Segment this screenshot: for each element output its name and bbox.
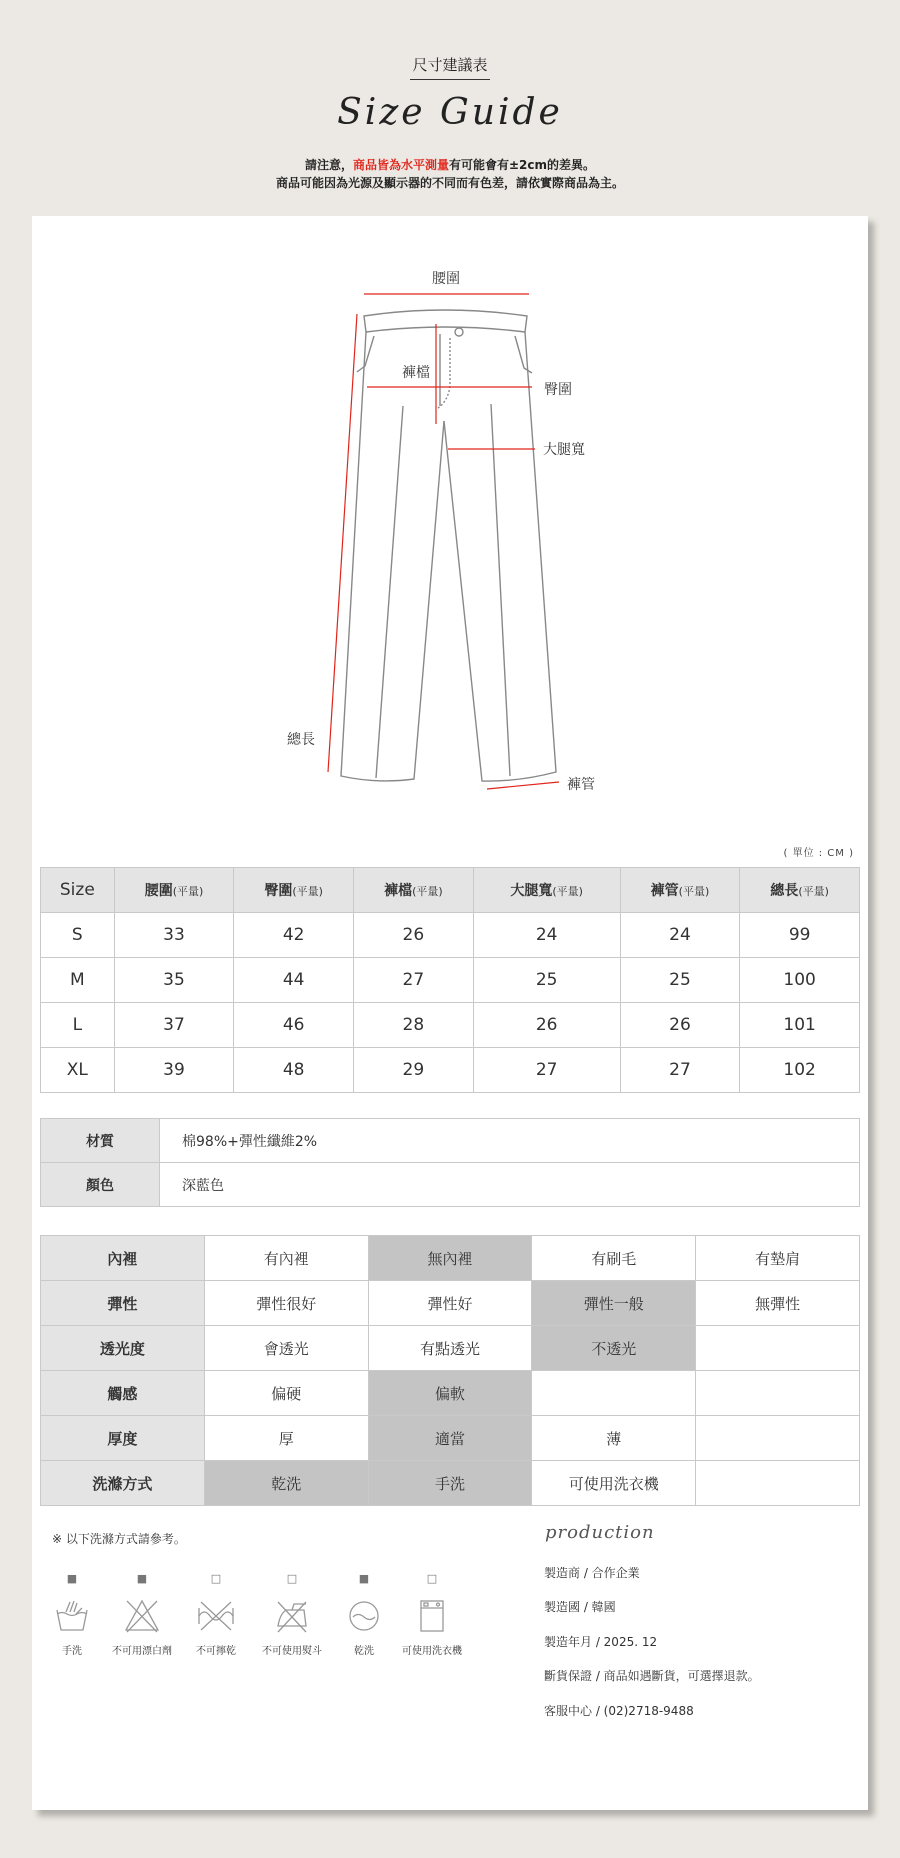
attribute-option: 彈性很好 xyxy=(204,1281,368,1326)
attribute-option: 偏硬 xyxy=(204,1371,368,1416)
attribute-option: 有墊肩 xyxy=(696,1236,860,1281)
attribute-row-texture xyxy=(41,1371,860,1416)
attribute-label: 厚度 xyxy=(41,1416,205,1461)
attribute-option-selected: 偏軟 xyxy=(368,1371,532,1416)
care-label: 不可用漂白劑 xyxy=(112,1646,172,1657)
table-cell: 26 xyxy=(473,1003,620,1048)
attribute-label: 觸感 xyxy=(41,1371,205,1416)
diagram-label-hip: 臀圍 xyxy=(544,382,572,398)
table-cell: 35 xyxy=(114,958,234,1003)
care-label: 不可使用熨斗 xyxy=(262,1646,322,1657)
table-cell: 39 xyxy=(114,1048,234,1093)
diagram-label-waist: 腰圍 xyxy=(432,271,460,287)
table-row xyxy=(41,1003,860,1048)
table-cell: 25 xyxy=(473,958,620,1003)
size-header-rise: 褲檔(平量) xyxy=(354,868,474,913)
table-cell: 24 xyxy=(473,913,620,958)
care-label: 乾洗 xyxy=(354,1646,374,1657)
attribute-label: 透光度 xyxy=(41,1326,205,1371)
care-mark: ■ xyxy=(358,1572,370,1585)
size-guide-card xyxy=(32,216,868,1810)
table-cell: 46 xyxy=(234,1003,354,1048)
attribute-option xyxy=(696,1371,860,1416)
attribute-option: 薄 xyxy=(532,1416,696,1461)
table-cell: 28 xyxy=(354,1003,474,1048)
attribute-option: 可使用洗衣機 xyxy=(532,1461,696,1506)
attribute-row-transparency xyxy=(41,1326,860,1371)
care-item-no-bleach xyxy=(102,1572,182,1657)
material-table xyxy=(40,1118,860,1207)
diagram-label-thigh: 大腿寬 xyxy=(543,442,585,458)
size-header-length: 總長(平量) xyxy=(740,868,860,913)
attribute-label: 洗滌方式 xyxy=(41,1461,205,1506)
color-value: 深藍色 xyxy=(160,1163,860,1207)
attribute-option xyxy=(696,1326,860,1371)
table-cell: 27 xyxy=(620,1048,740,1093)
size-header-size: Size xyxy=(41,868,115,913)
table-cell: 25 xyxy=(620,958,740,1003)
table-cell: XL xyxy=(41,1048,115,1093)
diagram-label-hem: 褲管 xyxy=(567,777,595,793)
table-cell: L xyxy=(41,1003,115,1048)
material-value: 棉98%+彈性纖維2% xyxy=(160,1119,860,1163)
table-cell: S xyxy=(41,913,115,958)
care-mark: ■ xyxy=(66,1572,78,1585)
table-cell: 44 xyxy=(234,958,354,1003)
production-stock-guarantee: 斷貨保證 / 商品如遇斷貨，可選擇退款。 xyxy=(544,1669,760,1683)
size-header-waist: 腰圍(平量) xyxy=(114,868,234,913)
diagram-label-rise: 褲檔 xyxy=(402,365,430,381)
attribute-option-selected: 無內裡 xyxy=(368,1236,532,1281)
material-row xyxy=(41,1119,860,1163)
size-table xyxy=(40,867,860,1093)
attribute-option xyxy=(532,1371,696,1416)
attribute-option: 無彈性 xyxy=(696,1281,860,1326)
no-iron-icon xyxy=(252,1596,332,1636)
diagram-label-length: 總長 xyxy=(287,732,315,748)
table-cell: 99 xyxy=(740,913,860,958)
table-row xyxy=(41,913,860,958)
production-date: 製造年月 / 2025. 12 xyxy=(544,1635,658,1649)
attribute-option-selected: 手洗 xyxy=(368,1461,532,1506)
table-cell: 27 xyxy=(473,1048,620,1093)
hand-wash-icon xyxy=(32,1596,112,1636)
attribute-row-washing xyxy=(41,1461,860,1506)
no-bleach-icon xyxy=(102,1596,182,1636)
table-cell: 48 xyxy=(234,1048,354,1093)
care-label: 手洗 xyxy=(62,1646,82,1657)
material-label: 材質 xyxy=(41,1119,160,1163)
table-cell: 26 xyxy=(354,913,474,958)
production-title: production xyxy=(545,1522,655,1543)
attribute-option xyxy=(696,1461,860,1506)
attribute-option-selected: 乾洗 xyxy=(204,1461,368,1506)
table-cell: 100 xyxy=(740,958,860,1003)
unit-label: ( 單位 : CM ) xyxy=(783,848,854,859)
washing-machine-icon xyxy=(392,1596,472,1636)
color-row xyxy=(41,1163,860,1207)
table-cell: 42 xyxy=(234,913,354,958)
care-label: 不可擰乾 xyxy=(196,1646,236,1657)
color-note: 商品可能因為光源及顯示器的不同而有色差，請依實際商品為主。 xyxy=(275,176,624,190)
attribute-option: 有點透光 xyxy=(368,1326,532,1371)
care-item-no-wring xyxy=(176,1572,256,1657)
attribute-label: 彈性 xyxy=(41,1281,205,1326)
pants-illustration xyxy=(32,216,868,816)
care-note: ※ 以下洗滌方式請參考。 xyxy=(52,1532,186,1546)
pants-diagram xyxy=(32,216,868,816)
table-cell: 101 xyxy=(740,1003,860,1048)
attribute-option-selected: 適當 xyxy=(368,1416,532,1461)
table-row xyxy=(41,1048,860,1093)
attribute-option: 厚 xyxy=(204,1416,368,1461)
care-mark: ■ xyxy=(136,1572,148,1585)
attribute-label: 內裡 xyxy=(41,1236,205,1281)
attribute-option-selected: 不透光 xyxy=(532,1326,696,1371)
attribute-option: 有刷毛 xyxy=(532,1236,696,1281)
page-title: Size Guide xyxy=(337,92,563,133)
production-country: 製造國 / 韓國 xyxy=(544,1600,616,1614)
size-header-hip: 臀圍(平量) xyxy=(234,868,354,913)
care-item-hand-wash xyxy=(32,1572,112,1657)
table-cell: 29 xyxy=(354,1048,474,1093)
size-table-header-row xyxy=(41,868,860,913)
attribute-option: 會透光 xyxy=(204,1326,368,1371)
attribute-row-lining xyxy=(41,1236,860,1281)
attribute-row-thickness xyxy=(41,1416,860,1461)
measurement-note: 請注意，商品皆為水平測量有可能會有±2cm的差異。 xyxy=(304,158,596,172)
no-wring-icon xyxy=(176,1596,256,1636)
table-cell: 33 xyxy=(114,913,234,958)
production-customer-service: 客服中心 / (02)2718-9488 xyxy=(544,1704,694,1718)
production-manufacturer: 製造商 / 合作企業 xyxy=(544,1566,640,1580)
attribute-row-elasticity xyxy=(41,1281,860,1326)
size-header-thigh: 大腿寬(平量) xyxy=(473,868,620,913)
care-label: 可使用洗衣機 xyxy=(402,1646,462,1657)
attribute-option xyxy=(696,1416,860,1461)
table-cell: M xyxy=(41,958,115,1003)
care-mark: □ xyxy=(426,1572,438,1585)
size-header-hem: 褲管(平量) xyxy=(620,868,740,913)
care-item-no-iron xyxy=(252,1572,332,1657)
care-item-washing-machine xyxy=(392,1572,472,1657)
attribute-table xyxy=(40,1235,860,1506)
care-mark: □ xyxy=(286,1572,298,1585)
table-cell: 24 xyxy=(620,913,740,958)
color-label: 顏色 xyxy=(41,1163,160,1207)
size-chart-subtitle: 尺寸建議表 xyxy=(0,54,900,80)
table-row xyxy=(41,958,860,1003)
attribute-option: 彈性好 xyxy=(368,1281,532,1326)
attribute-option-selected: 彈性一般 xyxy=(532,1281,696,1326)
table-cell: 37 xyxy=(114,1003,234,1048)
care-mark: □ xyxy=(210,1572,222,1585)
attribute-option: 有內裡 xyxy=(204,1236,368,1281)
table-cell: 27 xyxy=(354,958,474,1003)
table-cell: 102 xyxy=(740,1048,860,1093)
table-cell: 26 xyxy=(620,1003,740,1048)
